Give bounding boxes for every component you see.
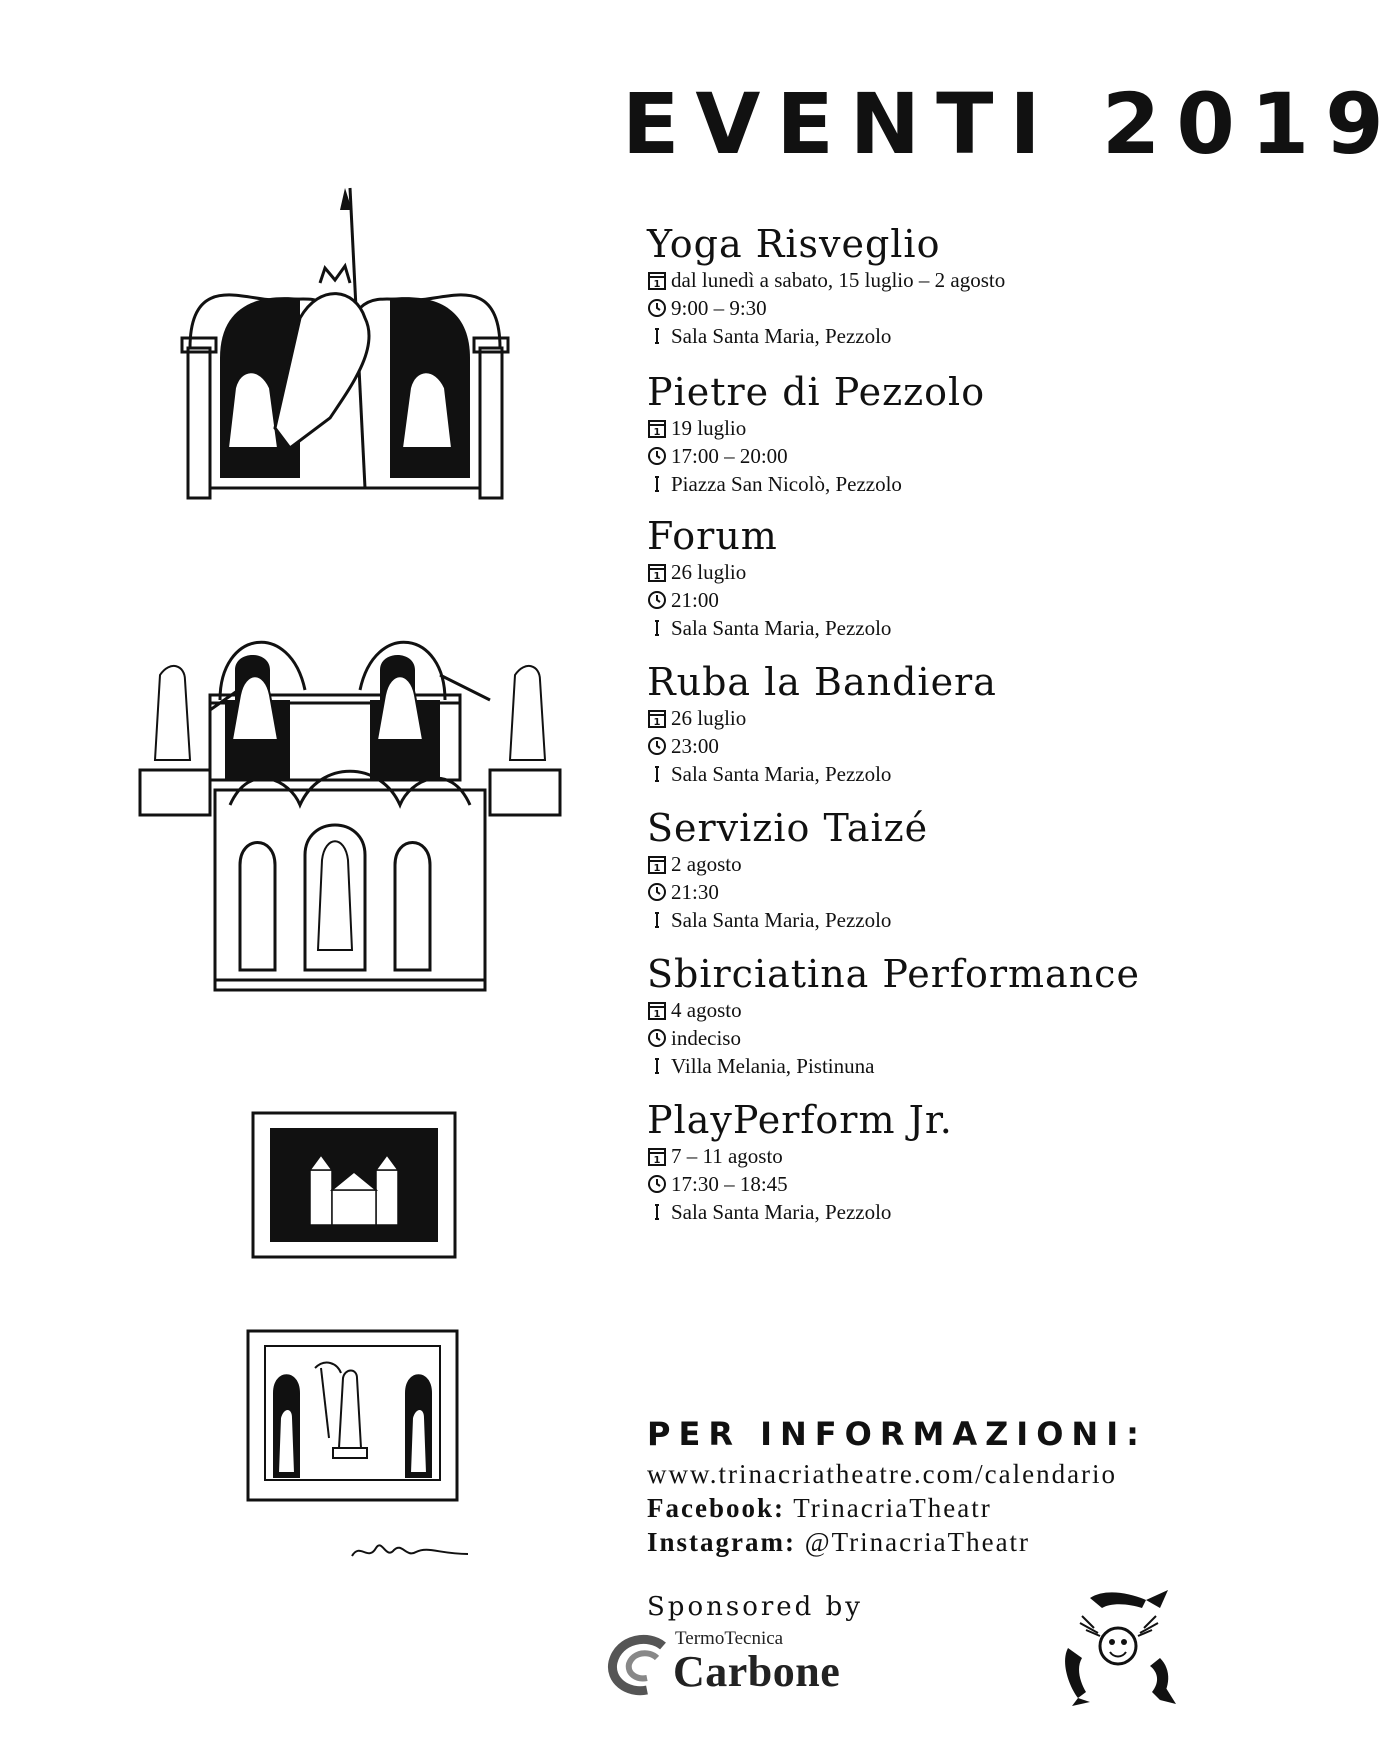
info-heading: PER INFORMAZIONI: xyxy=(647,1415,1147,1453)
event-place-text: Sala Santa Maria, Pezzolo xyxy=(671,908,892,932)
event-name: Yoga Risveglio xyxy=(647,222,941,266)
calendar-icon xyxy=(647,1146,667,1166)
clock-icon xyxy=(647,446,667,466)
event-date-text: dal lunedì a sabato, 15 luglio – 2 agosto xyxy=(671,268,1006,292)
event-place-text: Sala Santa Maria, Pezzolo xyxy=(671,1200,892,1224)
instagram-label: Instagram: xyxy=(647,1527,796,1557)
location-pin-icon xyxy=(647,764,667,784)
clock-icon xyxy=(647,590,667,610)
location-pin-icon xyxy=(647,1056,667,1076)
event-item xyxy=(647,806,1207,934)
event-date-text: 4 agosto xyxy=(671,998,742,1022)
event-date-text: 26 luglio xyxy=(671,560,747,584)
clock-icon xyxy=(647,1174,667,1194)
facebook-label: Facebook: xyxy=(647,1493,785,1523)
event-time-text: 17:30 – 18:45 xyxy=(671,1172,788,1196)
location-pin-icon xyxy=(647,474,667,494)
figures-framed-illustration xyxy=(245,1328,460,1503)
event-date xyxy=(647,1142,1207,1170)
svg-text:1: 1 xyxy=(653,571,661,582)
event-name: Sbirciatina Performance xyxy=(647,952,1140,996)
sponsor-logo-main-text: Carbone xyxy=(673,1647,841,1696)
event-place xyxy=(647,1198,1207,1226)
event-item xyxy=(647,952,1207,1080)
event-place xyxy=(647,760,1207,788)
svg-text:1: 1 xyxy=(653,1009,661,1020)
event-time xyxy=(647,1024,1207,1052)
event-date xyxy=(647,850,1207,878)
event-name: Pietre di Pezzolo xyxy=(647,370,986,414)
event-time-text: 21:00 xyxy=(671,588,719,612)
event-place xyxy=(647,906,1207,934)
event-time xyxy=(647,1170,1207,1198)
event-time xyxy=(647,586,1207,614)
event-name: Forum xyxy=(647,514,778,558)
event-time xyxy=(647,878,1207,906)
calendar-icon xyxy=(647,418,667,438)
event-name: Ruba la Bandiera xyxy=(647,660,997,704)
svg-text:1: 1 xyxy=(653,863,661,874)
svg-text:1: 1 xyxy=(653,717,661,728)
calendar-icon xyxy=(647,270,667,290)
bell-tower-lion-illustration xyxy=(180,188,510,518)
calendar-icon xyxy=(647,1000,667,1020)
clock-icon xyxy=(647,298,667,318)
event-name: PlayPerform Jr. xyxy=(647,1098,953,1142)
event-time-text: 17:00 – 20:00 xyxy=(671,444,788,468)
event-place xyxy=(647,1052,1207,1080)
svg-text:1: 1 xyxy=(653,427,661,438)
instagram-line xyxy=(647,1526,1030,1558)
event-item xyxy=(647,514,1207,642)
event-date xyxy=(647,414,1207,442)
clock-icon xyxy=(647,882,667,902)
clock-tower-illustration xyxy=(140,590,560,1020)
event-place xyxy=(647,614,1207,642)
location-pin-icon xyxy=(647,618,667,638)
calendar-icon xyxy=(647,708,667,728)
event-item xyxy=(647,370,1207,498)
trinacria-logo xyxy=(1050,1578,1190,1708)
event-name: Servizio Taizé xyxy=(647,806,929,850)
event-date xyxy=(647,704,1207,732)
instagram-handle[interactable]: @TrinacriaTheatr xyxy=(804,1527,1031,1557)
event-place-text: Sala Santa Maria, Pezzolo xyxy=(671,324,892,348)
artist-signature xyxy=(350,1534,470,1564)
event-time-text: 23:00 xyxy=(671,734,719,758)
sponsor-label: Sponsored by xyxy=(647,1592,863,1622)
facebook-handle[interactable]: TrinacriaTheatr xyxy=(793,1493,992,1523)
event-place-text: Piazza San Nicolò, Pezzolo xyxy=(671,472,902,496)
poster-title: EVENTI 2019 xyxy=(622,75,1400,173)
event-item xyxy=(647,222,1207,350)
sponsor-logo-top-text: TermoTecnica xyxy=(675,1628,784,1649)
event-place xyxy=(647,470,1207,498)
event-date-text: 7 – 11 agosto xyxy=(671,1144,783,1168)
event-time-text: 9:00 – 9:30 xyxy=(671,296,767,320)
calendar-icon xyxy=(647,854,667,874)
clock-icon xyxy=(647,736,667,756)
website-link[interactable]: www.trinacriatheatre.com/calendario xyxy=(647,1459,1118,1489)
event-date xyxy=(647,266,1207,294)
event-date-text: 2 agosto xyxy=(671,852,742,876)
event-time xyxy=(647,294,1207,322)
svg-text:1: 1 xyxy=(653,1155,661,1166)
event-date-text: 26 luglio xyxy=(671,706,747,730)
event-time xyxy=(647,442,1207,470)
facebook-line xyxy=(647,1492,992,1524)
location-pin-icon xyxy=(647,1202,667,1222)
calendar-icon xyxy=(647,562,667,582)
event-place-text: Sala Santa Maria, Pezzolo xyxy=(671,762,892,786)
cathedral-framed-illustration xyxy=(250,1110,458,1260)
event-place xyxy=(647,322,1207,350)
sponsor-logo xyxy=(605,1628,865,1698)
event-item xyxy=(647,1098,1207,1226)
event-time-text: 21:30 xyxy=(671,880,719,904)
event-date xyxy=(647,558,1207,586)
swirl-logo-icon xyxy=(605,1634,675,1694)
svg-text:1: 1 xyxy=(653,279,661,290)
event-date xyxy=(647,996,1207,1024)
event-time-text: indeciso xyxy=(671,1026,741,1050)
event-date-text: 19 luglio xyxy=(671,416,747,440)
event-place-text: Sala Santa Maria, Pezzolo xyxy=(671,616,892,640)
location-pin-icon xyxy=(647,326,667,346)
event-place-text: Villa Melania, Pistinuna xyxy=(671,1054,875,1078)
clock-icon xyxy=(647,1028,667,1048)
event-time xyxy=(647,732,1207,760)
location-pin-icon xyxy=(647,910,667,930)
event-item xyxy=(647,660,1207,788)
